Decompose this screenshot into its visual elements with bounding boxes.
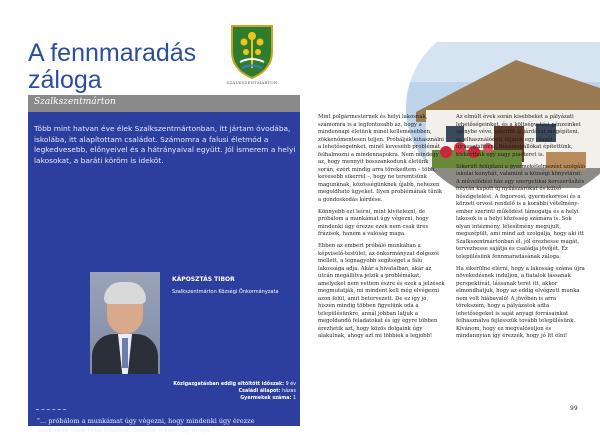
body-paragraph: Ebben az embert próbáló munkában a képviselő-testület, az önkormányzat dolgozói mellett, a legnagyobb segítséget a falu lakossága adja. Akár a hivatalban, akár az utcán megállítva jelzik a problémákat, amelyeket nem vettem észre és ezek a jelzések megmutatják, mi mindent kell még elvégezni azon felül, amit betervezett. De ez így jó, hiszen mindig többen figyelünk oda a településünkre, annál jobban látjuk a megoldandó feladatokat és így egyre többen érezhetik azt, hogy közös dolgaink úgy alakulnak, ahogy azt mi többiek a legjobb!: [318, 243, 445, 339]
stat-value-children: 1: [292, 396, 296, 402]
body-column-1: [318, 114, 446, 345]
place-bar: [28, 95, 300, 112]
profile-stats: [106, 381, 296, 403]
stat-label-marital: Családi állapot:: [238, 389, 281, 395]
portrait-photo: [90, 272, 160, 374]
municipal-crest-icon: [228, 22, 276, 80]
body-paragraph: Mint polgármesternek és helyi lakosnak, számomra is a legfontosabb az, hogy a mindennapi életünk minél kellemesebben, zökkenőmentesen teljen. Próbálják kihasználni a lehetőségeinket, minél kevesebb problémát felhalmozni a mindennapokra. Nem mindegy az, hogy mennyit bosszankodunk életünk során, ezért mindig arra törekedtem – több, kevesebb sikerrel –, hogy ne teremtsünk magunknak, közösségünknek újabb, nehezen megoldható ügyeket. Ilyen problémának tűnik a gondoskodás kérdése.: [318, 114, 445, 203]
stat-value-marital: házas: [282, 389, 296, 395]
quote-divider: [36, 409, 66, 410]
stat-value-service: 9 év: [285, 382, 296, 387]
body-paragraph: Sikerült felújítani a gyermekélelmezést szolgáló iskolai konyhát, valamint a községi könyvtárat. A művelődési ház egy energetikai korszerűsítés folytán kapott új nyílászárókat és külső hőszigetelést. A fogorvosi, gyermekorvosi és a körzeti orvosi rendelő is a korábbi vételmény-ember szerinti működést támogatja és a helyi lakosok is a helyi közösség számára is. Sok olyan intézmény, létesítmény megújult, megszépült, ami mind azt szolgálja, hogy aki itt Szalkszentmártonban él, jól érezhesse magát, tervezhesse sajátja és családja jövőjét. Ez településünk fennmaradásának záloga.: [456, 163, 586, 260]
crest-caption: SZALKSZENTMÁRTON: [226, 80, 278, 85]
page-title-line-1: A fennmaradás: [28, 39, 197, 67]
profile-panel: [28, 112, 300, 434]
place-name: Szalkszentmárton: [34, 97, 116, 107]
person-name: KÁPOSZTÁS TIBOR: [172, 276, 235, 283]
body-paragraph: Az elmúlt évek során kisebbeket a pályázati lehetőségeinket, és a költségvetési pénzeinket igénybe véve, sikerült új járdákat megépíteni, az elhasználódott útjaink egy részét újraaszfaltozni. Buszmegállókat építettünk, kiskertünk egy nagy piacteret is.: [456, 114, 581, 158]
left-column: [0, 0, 300, 434]
pull-quote: "... próbálom a munkámat úgy végezni, hogy mindenki úgy érezze ezek nem csak üres frázisok, hanem a valóság maga.": [37, 417, 255, 434]
person-role: Szalkszentmárton Községi Önkormányzata: [172, 289, 279, 295]
stat-label-service: Közigazgatásban eddig eltöltött időszak:: [173, 382, 285, 387]
intro-text: Több mint hatvan éve élek Szalkszentmártonban, itt jártam óvodába, iskolába, itt alapítottam családot. Számomra a falusi életmód a legkedvesebb, előnyeivel és a hátrányaival együtt. Jól ismerem a helyi lakosokat, a baráti köröm is ideköt.: [34, 124, 296, 165]
body-paragraph: Ha sikerülne elérni, hogy a lakosság száma újra növekedésnek induljon, a fiatalok lássanak perspektívát, lássanak teret itt, akkor elmondhatjuk, hogy az eddig elvégzett munka nem volt hiábavaló! A jövőben is arra törekszem, hogy a pályázatok adta lehetőségeket is saját anyagi forrásainkat felhasználva fejlesszük tovább településünk. Kívánom, hogy ez megvalósuljon és mindannyian így érezzék, hogy jó itt élni!: [456, 265, 585, 339]
body-column-2: [456, 114, 586, 345]
stat-label-children: Gyermekek száma:: [240, 396, 292, 402]
page-title: [28, 40, 196, 94]
page-title-line-2: záloga: [28, 66, 102, 94]
body-paragraph: Könnyebb ezt leírni, mint kivitelezni, de próbálom a munkámat úgy végezni, hogy mindenki úgy érezze ezek nem csak üres frázisok, hanem a valóság maga.: [318, 208, 429, 237]
page-number: 99: [570, 405, 578, 412]
